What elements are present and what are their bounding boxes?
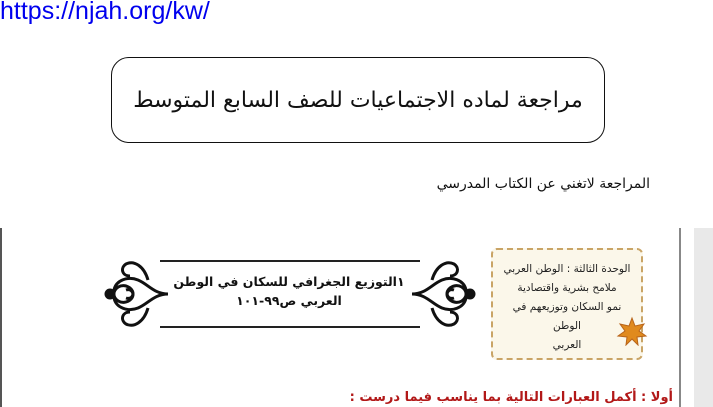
banner-line-2: العربي ص٩٩-١٠١ xyxy=(236,293,342,308)
scan-left-border xyxy=(0,228,2,407)
banner-line-1: ١التوزيع الجغرافي للسكان في الوطن xyxy=(173,274,405,289)
unit-line-3: نمو السكان وتوزيعهم في الوطن xyxy=(512,301,622,332)
site-url-link[interactable]: https://njah.org/kw/ xyxy=(0,0,210,25)
lesson-banner-text xyxy=(170,272,408,310)
section-heading: أولا : أكمل العبارات التالية بما يناسب فيما درست : xyxy=(349,390,673,405)
unit-line-4: العربي xyxy=(552,339,582,351)
autumn-leaf-icon xyxy=(616,316,648,346)
unit-line-2: ملامح بشرية واقتصادية xyxy=(517,282,617,294)
worksheet-scan xyxy=(0,228,713,407)
scan-page-edge xyxy=(694,228,713,407)
scan-right-border xyxy=(679,228,681,407)
textbook-note: المراجعة لاتغني عن الكتاب المدرسي xyxy=(436,176,650,192)
title-box xyxy=(111,57,605,143)
page-title: مراجعة لماده الاجتماعيات للصف السابع المتوسط xyxy=(133,87,583,113)
right-ornament-icon xyxy=(408,250,476,338)
unit-line-1: الوحدة الثالثة : الوطن العربي xyxy=(503,263,631,275)
